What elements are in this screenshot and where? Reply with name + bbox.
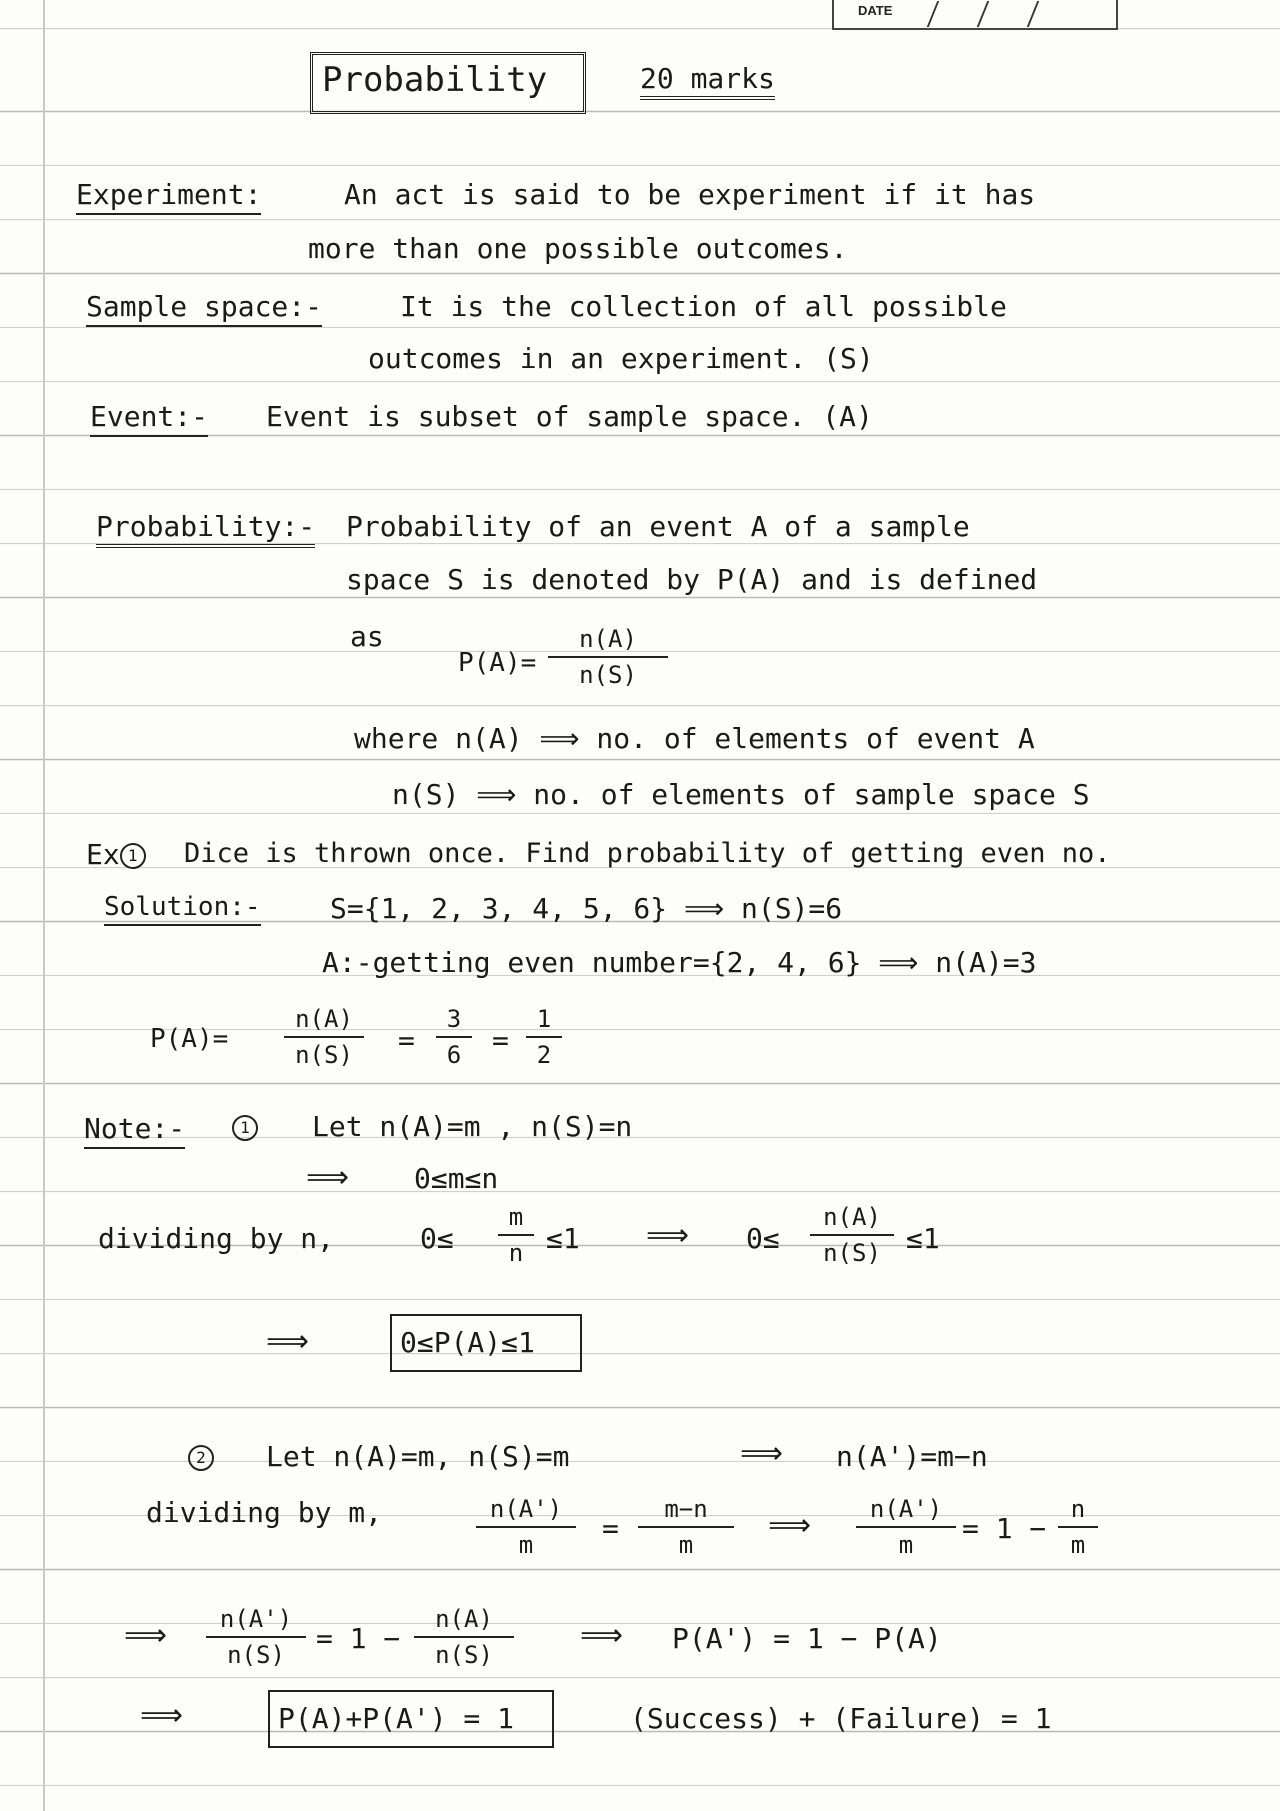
fraction-numerator: n [1070, 1495, 1086, 1523]
marks-label: 20 marks [640, 62, 775, 100]
fraction-bar [436, 1036, 472, 1038]
ineq2-fraction [810, 1202, 894, 1268]
fraction-denominator: m [898, 1531, 914, 1559]
one-minus: = 1 − [316, 1622, 401, 1655]
formula-fraction [548, 624, 668, 690]
experiment-text-1: An act is said to be experiment if it has [344, 178, 1036, 211]
implies-arrow: ⟹ [740, 1436, 784, 1471]
fraction-numerator: n(A') [869, 1495, 943, 1523]
fraction-denominator: n [508, 1239, 524, 1267]
note2-fraction-d [1058, 1494, 1098, 1560]
sample-space-text-1: It is the collection of all possible [400, 290, 1007, 323]
note2-fraction-c [856, 1494, 956, 1560]
fraction-denominator: n(S) [295, 1041, 353, 1069]
result-fraction-1 [284, 1004, 364, 1070]
fraction-bar [1058, 1526, 1098, 1528]
example-prefix: Ex [86, 838, 120, 871]
fraction-numerator: n(A') [219, 1605, 293, 1633]
event-text: Event is subset of sample space. (A) [266, 400, 873, 433]
note2-fraction-b [638, 1494, 734, 1560]
fraction-bar [526, 1036, 562, 1038]
fraction-denominator: m [678, 1531, 694, 1559]
fraction-numerator: 1 [536, 1005, 552, 1033]
complement-result: P(A') = 1 − P(A) [672, 1622, 942, 1655]
probability-term: Probability:- [96, 510, 315, 548]
fraction-numerator: n(A) [823, 1203, 881, 1231]
implies-arrow: ⟹ [768, 1508, 812, 1543]
result-fraction-3 [526, 1004, 562, 1070]
probability-text-2: space S is denoted by P(A) and is defined [346, 563, 1038, 596]
success-failure: (Success) + (Failure) = 1 [630, 1702, 1052, 1735]
example-label [86, 838, 146, 871]
fraction-bar [414, 1636, 514, 1638]
formula-denominator: n(S) [579, 661, 637, 689]
result-lhs: P(A)= [150, 1024, 229, 1054]
fraction-bar [476, 1526, 576, 1528]
implies-arrow: ⟹ [306, 1160, 350, 1195]
fraction-bar [548, 656, 668, 658]
fraction-bar [206, 1636, 306, 1638]
page-title: Probability [322, 60, 548, 100]
equals-sign: = [602, 1512, 619, 1545]
note-number-circle: 2 [188, 1445, 214, 1471]
note2-fraction-a [476, 1494, 576, 1560]
example-question: Dice is thrown once. Find probability of getting even no. [184, 838, 1111, 869]
probability-text-1: Probability of an event A of a sample [346, 510, 970, 543]
note-number-circle: 1 [232, 1115, 258, 1141]
ineq-right: ≤1 [546, 1222, 580, 1255]
fraction-numerator: m [508, 1203, 524, 1231]
fraction-numerator: n(A') [489, 1495, 563, 1523]
fraction-numerator: n(A) [435, 1605, 493, 1633]
experiment-text-2: more than one possible outcomes. [308, 232, 848, 265]
fraction-denominator: m [518, 1531, 534, 1559]
experiment-term: Experiment: [76, 178, 261, 215]
equals-sign: = [492, 1024, 509, 1057]
formula-numerator: n(A) [579, 625, 637, 653]
boxed-inequality: 0≤P(A)≤1 [400, 1326, 535, 1359]
fraction-bar [638, 1526, 734, 1528]
implies-arrow: ⟹ [646, 1218, 690, 1253]
note1-implies: 0≤m≤n [414, 1162, 499, 1195]
equals-sign: = [398, 1024, 415, 1057]
solution-label: Solution:- [104, 892, 261, 926]
note2-let: Let n(A)=m, n(S)=m [266, 1440, 570, 1473]
fraction-denominator: m [1070, 1531, 1086, 1559]
fraction-denominator: n(S) [435, 1641, 493, 1669]
fraction-denominator: n(S) [823, 1239, 881, 1267]
fraction-bar [498, 1234, 534, 1236]
fraction-bar [810, 1234, 894, 1236]
formula-lhs: P(A)= [458, 648, 537, 678]
one-minus: = 1 − [962, 1512, 1047, 1545]
note1-let: Let n(A)=m , n(S)=n [312, 1110, 633, 1143]
note2-dividing: dividing by m, [146, 1496, 383, 1529]
fraction-numerator: n(A) [295, 1005, 353, 1033]
note2-fraction-f [414, 1604, 514, 1670]
probability-text-3: as [350, 620, 384, 653]
implies-arrow: ⟹ [140, 1698, 184, 1733]
fraction-numerator: 3 [446, 1005, 462, 1033]
fraction-bar [856, 1526, 956, 1528]
boxed-sum: P(A)+P(A') = 1 [278, 1702, 515, 1735]
implies-arrow: ⟹ [580, 1618, 624, 1653]
note-number [232, 1110, 258, 1143]
solution-line-1: S={1, 2, 3, 4, 5, 6} ⟹ n(S)=6 [330, 892, 843, 925]
event-term: Event:- [90, 400, 208, 437]
solution-line-2: A:-getting even number={2, 4, 6} ⟹ n(A)=3 [322, 946, 1037, 979]
ineq-left: 0≤ [420, 1222, 454, 1255]
where-line-2: n(S) ⟹ no. of elements of sample space S [392, 778, 1090, 811]
note1-dividing: dividing by n, [98, 1222, 335, 1255]
note2-number [188, 1440, 214, 1473]
example-number: 1 [120, 843, 146, 869]
where-line-1: where n(A) ⟹ no. of elements of event A [354, 722, 1035, 755]
margin-line [43, 0, 45, 1811]
sample-space-text-2: outcomes in an experiment. (S) [368, 342, 874, 375]
implies-arrow: ⟹ [124, 1618, 168, 1653]
fraction-numerator: m−n [664, 1495, 708, 1523]
fraction-denominator: 2 [536, 1041, 552, 1069]
note2-result: n(A')=m−n [836, 1440, 988, 1473]
note2-fraction-e [206, 1604, 306, 1670]
fraction-denominator: n(S) [227, 1641, 285, 1669]
date-label: DATE [858, 3, 893, 18]
sample-space-term: Sample space:- [86, 290, 322, 327]
note-label: Note:- [84, 1112, 185, 1149]
ineq-fraction [498, 1202, 534, 1268]
result-fraction-2 [436, 1004, 472, 1070]
ineq2-left: 0≤ [746, 1222, 780, 1255]
fraction-denominator: 6 [446, 1041, 462, 1069]
fraction-bar [284, 1036, 364, 1038]
ineq2-right: ≤1 [906, 1222, 940, 1255]
implies-arrow: ⟹ [266, 1324, 310, 1359]
